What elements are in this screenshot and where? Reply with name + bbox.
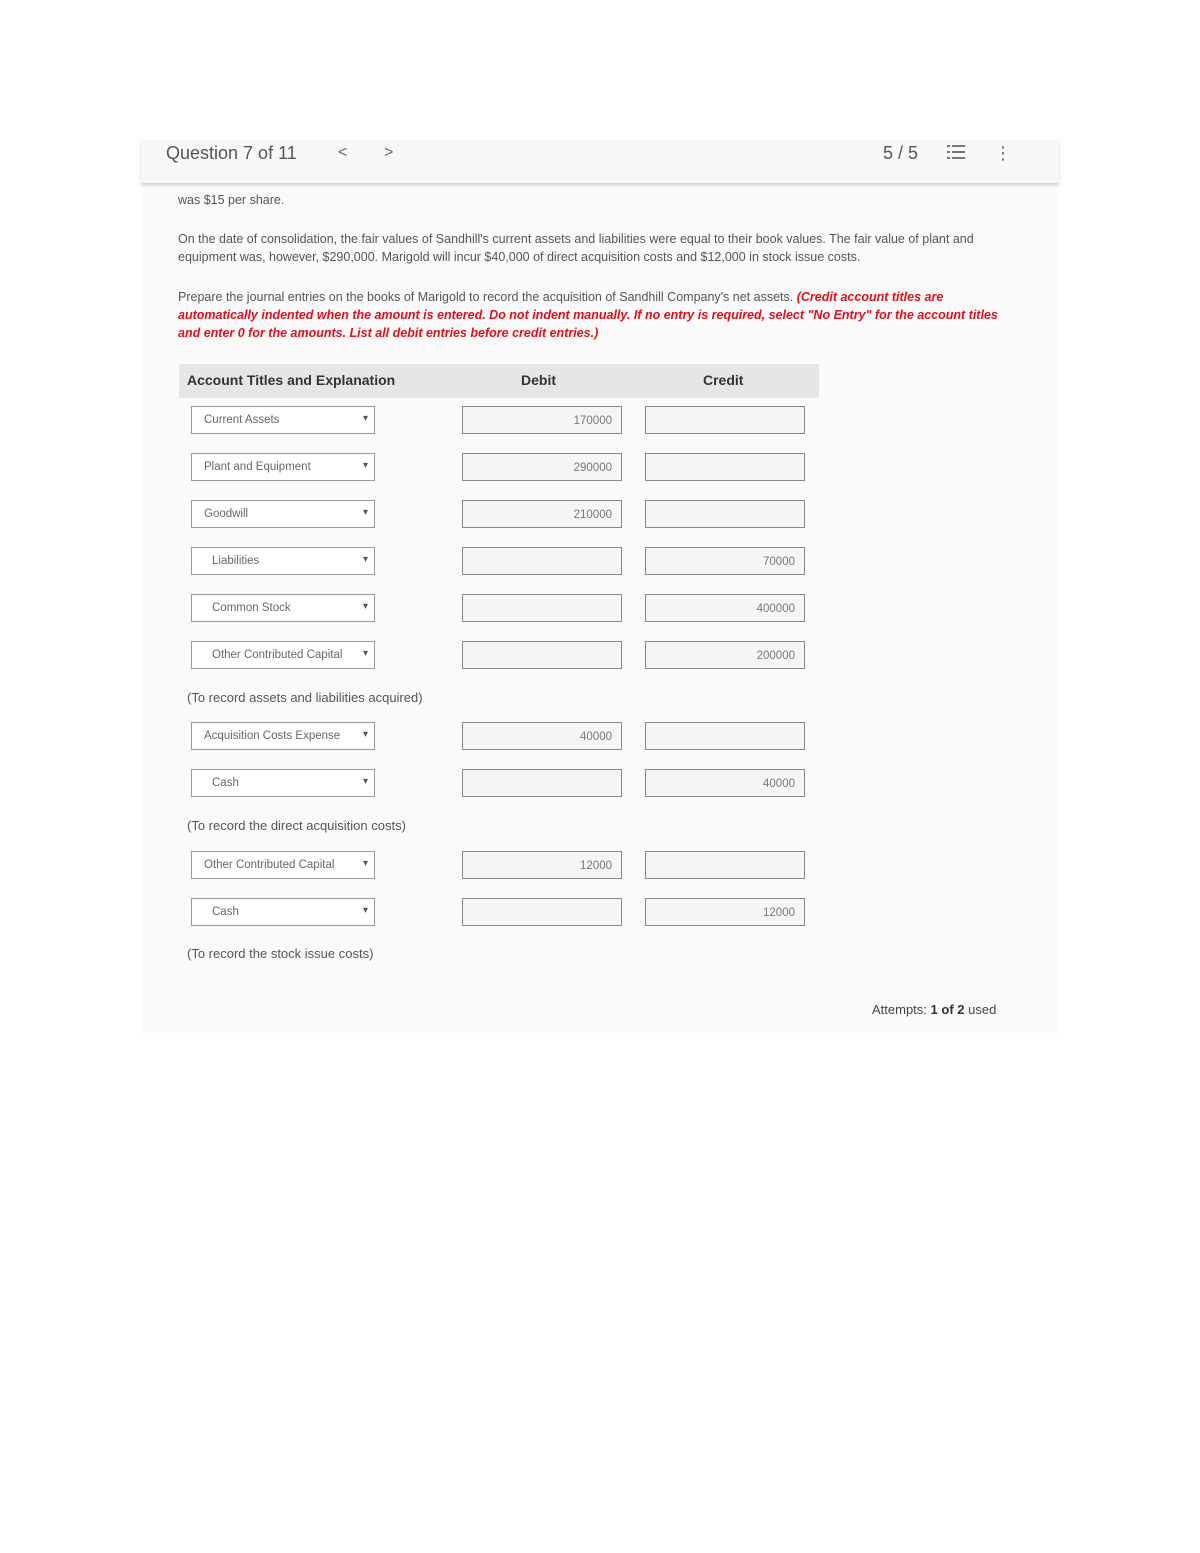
attempts-label: Attempts: [872,1002,931,1017]
journal-row [179,500,819,530]
account-select-value: Liabilities [212,555,260,567]
journal-row [179,594,819,624]
credit-input[interactable] [645,406,805,434]
account-select[interactable] [191,500,375,528]
debit-input[interactable]: 170000 [462,406,622,434]
account-select-value: Goodwill [204,508,249,520]
journal-row [179,722,819,752]
journal-row [179,547,819,577]
account-select[interactable] [191,547,375,575]
account-select-value: Other Contributed Capital [212,649,343,661]
account-select[interactable] [191,898,375,926]
attempts-status [872,1002,996,1017]
credit-input[interactable] [645,500,805,528]
debit-input[interactable] [462,769,622,797]
instructions-warning: (Credit account titles are automatically indented when the amount is entered. Do not indent manually. If no entry is required, select "No Entry" for the account titles and enter 0 for the amounts. List all debit entries before credit entries.) [178,290,998,340]
account-select[interactable] [191,406,375,434]
account-select-value: Plant and Equipment [204,461,311,473]
chevron-down-icon: ▾ [362,554,368,565]
chevron-down-icon: ▾ [362,858,368,869]
account-select[interactable] [191,769,375,797]
credit-input[interactable]: 400000 [645,594,805,622]
account-select-value: Acquisition Costs Expense [204,730,341,742]
account-select-value: Cash [212,906,239,918]
question-card [141,140,1059,1033]
attempts-value: 1 of 2 [930,1002,965,1017]
debit-input[interactable] [462,898,622,926]
header-credit: Credit [703,372,744,388]
previous-question-button[interactable]: < [338,144,348,161]
debit-input[interactable]: 40000 [462,722,622,750]
chevron-down-icon: ▾ [362,776,368,787]
chevron-down-icon: ▾ [362,905,368,916]
chevron-down-icon: ▾ [362,413,368,424]
entry-explanation: (To record assets and liabilities acquired) [187,690,423,705]
question-label: Question 7 of 11 [166,143,297,163]
score-label: 5 / 5 [883,143,919,163]
debit-input[interactable] [462,594,622,622]
debit-input[interactable] [462,641,622,669]
debit-input[interactable]: 290000 [462,453,622,481]
next-question-button[interactable]: > [384,144,394,161]
header-debit: Debit [521,372,556,388]
credit-input[interactable]: 70000 [645,547,805,575]
chevron-down-icon: ▾ [362,507,368,518]
chevron-down-icon: ▾ [362,460,368,471]
table-header [179,364,819,398]
attempts-suffix: used [964,1002,997,1017]
account-select-value: Current Assets [204,414,280,426]
kebab-menu-icon[interactable]: ⋮ [994,143,1012,163]
credit-input[interactable]: 200000 [645,641,805,669]
chevron-down-icon: ▾ [362,601,368,612]
credit-input[interactable] [645,851,805,879]
entry-explanation: (To record the stock issue costs) [187,946,374,961]
account-select-value: Common Stock [212,602,291,614]
problem-text-line1: was $15 per share. [178,193,285,207]
account-select-value: Other Contributed Capital [204,859,335,871]
debit-input[interactable]: 210000 [462,500,622,528]
account-select[interactable] [191,594,375,622]
journal-row [179,898,819,928]
debit-input[interactable] [462,547,622,575]
debit-input[interactable]: 12000 [462,851,622,879]
journal-row [179,851,819,881]
problem-text-para2: On the date of consolidation, the fair values of Sandhill's current assets and liabilities were equal to their book values. The fair value of plant and equipment was, however, $290,000. Marigold will incur $40,000 of direct acquisition costs and $12,000 in stock issue costs. [178,232,974,264]
credit-input[interactable] [645,722,805,750]
account-select[interactable] [191,641,375,669]
credit-input[interactable]: 12000 [645,898,805,926]
account-select-value: Cash [212,777,239,789]
journal-row [179,641,819,671]
credit-input[interactable] [645,453,805,481]
entry-explanation: (To record the direct acquisition costs) [187,818,406,833]
journal-row [179,453,819,483]
journal-row [179,769,819,799]
list-icon[interactable] [947,145,965,159]
chevron-down-icon: ▾ [362,648,368,659]
problem-instructions [178,288,1008,342]
question-header [141,140,1059,183]
instructions-text: Prepare the journal entries on the books of Marigold to record the acquisition of Sandhill Company's net assets. [178,290,797,304]
chevron-down-icon: ▾ [362,729,368,740]
account-select[interactable] [191,453,375,481]
account-select[interactable] [191,722,375,750]
account-select[interactable] [191,851,375,879]
journal-row [179,406,819,436]
header-account: Account Titles and Explanation [187,372,396,388]
credit-input[interactable]: 40000 [645,769,805,797]
